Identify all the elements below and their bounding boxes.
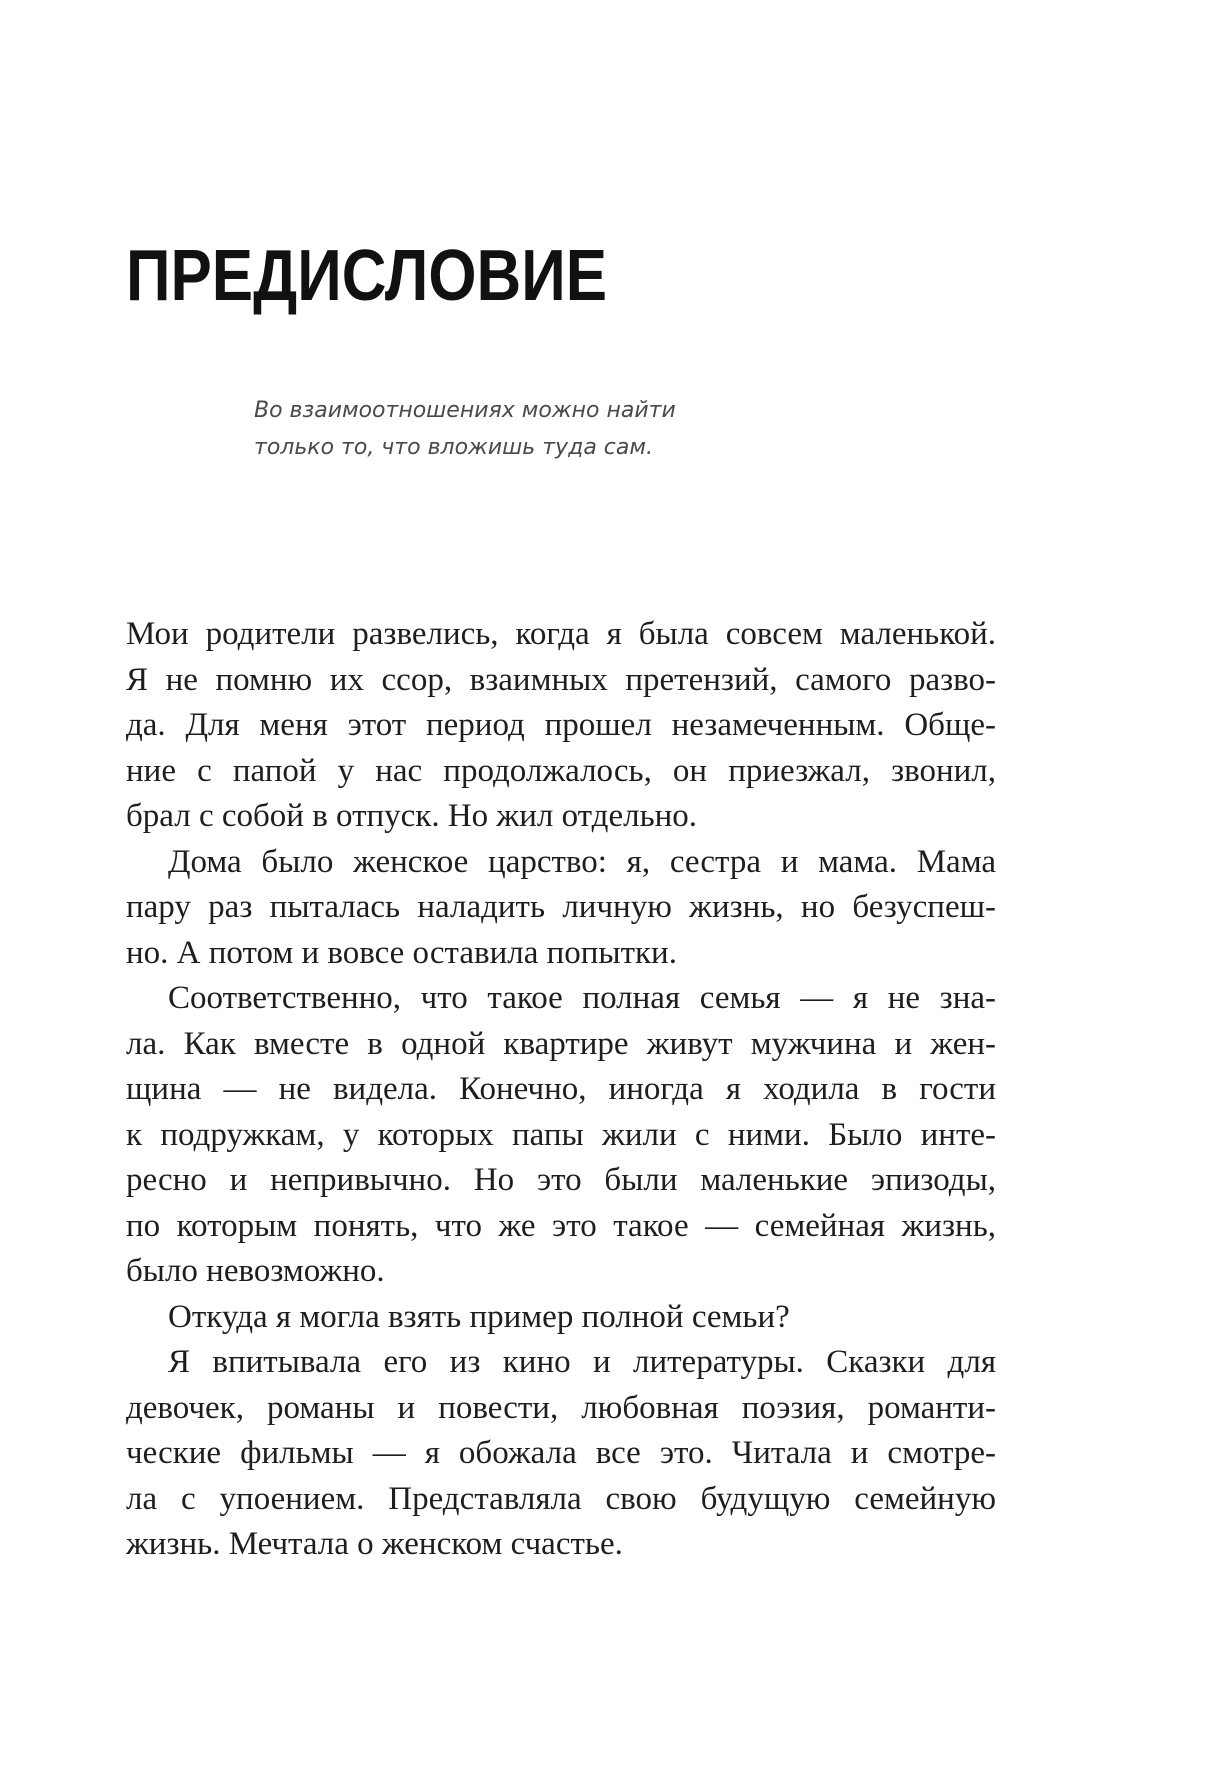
chapter-title: ПРЕДИСЛОВИЕ <box>126 236 608 316</box>
body-line: было невозможно. <box>126 1253 385 1289</box>
body-line: Откуда я могла взять пример полной семьи? <box>168 1298 790 1335</box>
body-line: да. Для меня этот период прошел незамеченным. Обще- <box>126 707 996 743</box>
epigraph <box>254 392 676 466</box>
body-line: девочек, романы и повести, любовная поэзия, романти- <box>126 1389 996 1426</box>
body-line: ние с папой у нас продолжалось, он приезжал, звонил, <box>126 752 996 789</box>
body-line: ла с упоением. Представляла свою будущую семейную <box>126 1480 996 1517</box>
body-line: но. А потом и вовсе оставила попытки. <box>126 934 677 971</box>
body-line: Мои родители развелись, когда я была совсем маленькой. <box>126 616 996 652</box>
body-line: щина — не видела. Конечно, иногда я ходила в гости <box>126 1071 996 1107</box>
body-line: Я впитывала его из кино и литературы. Сказки для <box>168 1344 996 1380</box>
body-line: ла. Как вместе в одной квартире живут мужчина и жен- <box>126 1025 996 1062</box>
body-line: жизнь. Мечтала о женском счастье. <box>126 1526 623 1562</box>
body-line: ческие фильмы — я обожала все это. Читала и смотре- <box>126 1435 996 1471</box>
body-line: Дома было женское царство: я, сестра и мама. Мама <box>168 843 996 880</box>
epigraph-line: Во взаимоотношениях можно найти <box>254 398 676 423</box>
body-line: по которым понять, что же это такое — семейная жизнь, <box>126 1207 996 1244</box>
body-text <box>126 612 996 1568</box>
body-line: Я не помню их ссор, взаимных претензий, самого разво- <box>126 661 996 698</box>
body-line: к подружкам, у которых папы жили с ними. Было инте- <box>126 1116 996 1153</box>
body-line: брал с собой в отпуск. Но жил отдельно. <box>126 798 698 834</box>
body-line: Соответственно, что такое полная семья — я не зна- <box>168 980 996 1016</box>
epigraph-line: только то, что вложишь туда сам. <box>254 435 653 460</box>
body-line: пару раз пыталась наладить личную жизнь, но безуспеш- <box>126 889 996 925</box>
body-line: ресно и непривычно. Но это были маленькие эпизоды, <box>126 1162 996 1198</box>
